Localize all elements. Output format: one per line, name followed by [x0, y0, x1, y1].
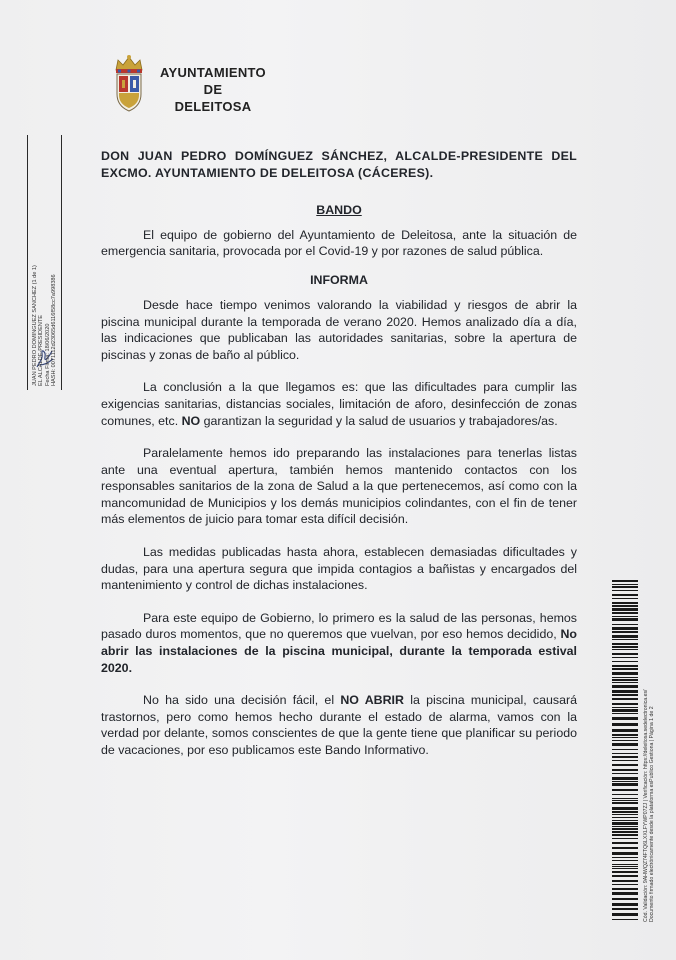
paragraph-3-text-a: La conclusión a la que llegamos es: que las dificultades para cumplir las exigencias sanitarias, distancias sociales, limitación de aforo, desinfección de zonas comunes, etc.: [101, 380, 577, 428]
paragraph-7: [101, 692, 577, 758]
paragraph-3: [101, 379, 577, 429]
validation-barcode: [612, 580, 664, 920]
town-line-2: DE: [203, 82, 223, 97]
paragraph-3-bold: NO: [181, 413, 201, 428]
bando-heading: [101, 202, 577, 219]
paragraph-7-text-a: No ha sido una decisión fácil, el: [143, 693, 335, 708]
validation-line-1: Cód. Validación: 9AHWQZ74FTQ6LXXLFYWP07ZJ | Verificación: https://deleitosa.sedelectronica.es/: [643, 689, 649, 922]
document-body: [101, 148, 577, 771]
signature-stamp-text: [32, 136, 58, 386]
paragraph-1: El equipo de gobierno del Ayuntamiento de Deleitosa, ante la situación de emergencia sanitaria, provocada por el Covid-19 y por razones de salud pública.: [101, 227, 577, 259]
paragraph-7-bold: NO ABRIR: [340, 693, 404, 708]
paragraph-6-text-a: Para este equipo de Gobierno, lo primero es la salud de las personas, hemos pasado duros momentos, que no queremos que vuelvan, por eso hemos decidido,: [101, 610, 577, 642]
paragraph-5: Las medidas publicadas hasta ahora, establecen demasiadas dificultades y dudas, para una apertura segura que impida contagios a bañistas y encargados del mantenimiento y control de dichas instalaciones.: [101, 545, 577, 593]
letterhead: [112, 52, 282, 116]
paragraph-6: [101, 610, 577, 676]
paragraph-4: Paralelamente hemos ido preparando las instalaciones para tenerlas listas ante una eventual apertura, también hemos mantenido contactos con los responsables sanitarios de la zona de Salud a la que pertenecemos, así como con la mancomunidad de Municipios y los demás municipios colindantes, con el fin de tener más elementos de juicio para tomar esta difícil decisión.: [101, 446, 577, 527]
validation-code-text: [643, 592, 656, 922]
town-line-3: DELEITOSA: [174, 99, 252, 114]
stamp-line-1: JUAN PEDRO DOMINGUEZ SANCHEZ (1 de 1): [32, 265, 38, 386]
informa-heading: INFORMA: [310, 273, 368, 288]
intro-heading: DON JUAN PEDRO DOMÍNGUEZ SÁNCHEZ, ALCALDE-PRESIDENTE DEL EXCMO. AYUNTAMIENTO DE DELEITOSA (CÁCERES).: [101, 149, 577, 180]
bando-title: BANDO: [316, 203, 362, 218]
paragraph-2: Desde hace tiempo venimos valorando la viabilidad y riesgos de abrir la piscina municipal durante la temporada de verano 2020. Hemos analizado día a día, las indicaciones que publicaban las autoridades sanitarias, sobre la apertura de piscinas y zonas de baño al público.: [101, 297, 577, 362]
validation-line-2: Documento firmado electrónicamente desde la plataforma esPublico Gestiona | Página 1 de 2: [649, 706, 656, 922]
stamp-line-2: EL ALCALDE-PRESIDENTE: [38, 315, 45, 386]
town-line-1: AYUNTAMIENTO: [160, 65, 266, 80]
town-name: [148, 64, 278, 115]
paragraph-6-bold: No abrir las instalaciones de la piscina municipal, durante la temporada estival 2020.: [101, 627, 577, 675]
paragraph-3-text-b: garantizan la seguridad y la salud de usuarios y trabajadores/as.: [203, 413, 558, 428]
paragraph-7-text-b: la piscina municipal, causará trastornos, pero como hemos hecho durante el estado de alarma, vamos con la verdad por delante, somos conscientes de que la gente tiene que planificar su periodo de vacaciones, por eso publicamos este Bando Informativo.: [101, 693, 577, 758]
stamp-line-3: Fecha Firma: 18/06/2020: [44, 323, 51, 386]
coat-of-arms-logo: [112, 54, 146, 114]
stamp-line-4: HASH: 0071112d23065d6116f58cc7a998386: [51, 274, 58, 386]
